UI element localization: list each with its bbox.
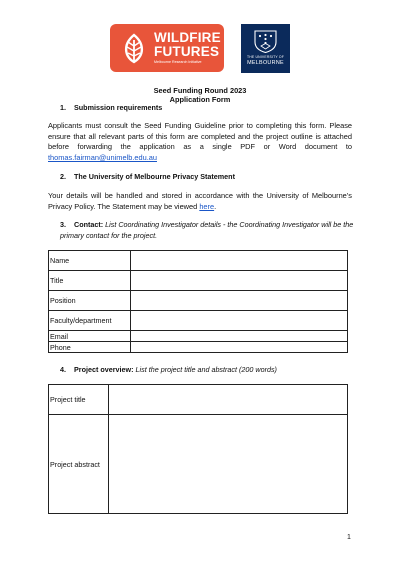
row-label-position: Position [49, 291, 131, 311]
logo-text-university-of: THE UNIVERSITY OF [246, 55, 285, 59]
submission-text: Applicants must consult the Seed Funding Guideline prior to completing this form. Please ensure that all relevant parts of this form are completed and the project outline is attached before forwarding the application as a single PDF or Word document to [48, 121, 352, 152]
wildfire-futures-logo [110, 24, 224, 72]
logo-text-melbourne: MELBOURNE [247, 60, 284, 66]
logo-text-wildfire: WILDFIRE [154, 30, 221, 45]
section-number: 2. [60, 172, 66, 181]
name-field[interactable] [131, 251, 348, 271]
section-title: Project overview: [74, 365, 134, 374]
section-number: 4. [60, 365, 66, 374]
section-note: List the project title and abstract (200 words) [135, 365, 277, 374]
privacy-text: Your details will be handled and stored in accordance with the University of Melbourne’s Privacy Policy. The Statement may be viewed [48, 191, 352, 211]
table-row [49, 331, 348, 342]
section-number: 1. [60, 103, 66, 112]
table-row [49, 251, 348, 271]
row-label-project-title: Project title [49, 385, 109, 415]
table-row [49, 385, 348, 415]
document-title: Seed Funding Round 2023 [153, 86, 247, 95]
table-row [49, 342, 348, 353]
section-title: Submission requirements [74, 103, 163, 112]
section-title: The University of Melbourne Privacy Statement [74, 172, 235, 181]
privacy-text-end: . [214, 201, 217, 211]
row-label-faculty: Faculty/department [49, 311, 131, 331]
table-row [49, 311, 348, 331]
faculty-field[interactable] [131, 311, 348, 331]
logo-text-futures: FUTURES [154, 44, 220, 59]
position-field[interactable] [131, 291, 348, 311]
section-title: Contact: [74, 220, 104, 229]
logo-tagline: Melbourne Research Initiative [154, 60, 202, 64]
crest-icon [253, 29, 278, 53]
privacy-link[interactable]: here [199, 201, 215, 211]
project-table [48, 384, 348, 514]
row-label-project-abstract: Project abstract [49, 415, 109, 514]
section-heading-4 [60, 365, 277, 374]
section-number: 3. [60, 220, 66, 229]
submission-paragraph [48, 121, 352, 163]
title-field[interactable] [131, 271, 348, 291]
table-row [49, 415, 348, 514]
leaf-icon [118, 32, 150, 64]
contact-table [48, 250, 348, 353]
row-label-phone: Phone [49, 342, 131, 353]
project-abstract-field[interactable] [109, 415, 348, 514]
table-row [49, 271, 348, 291]
document-subtitle: Application Form [169, 95, 231, 104]
section-heading-3 [60, 220, 360, 242]
table-row [49, 291, 348, 311]
email-link[interactable]: thomas.fairman@unimelb.edu.au [48, 152, 157, 162]
section-note: List Coordinating Investigator details - the Coordinating Investigator will be the primary contact for the project. [60, 220, 354, 240]
section-heading-1 [60, 103, 162, 112]
project-title-field[interactable] [109, 385, 348, 415]
university-of-melbourne-logo [241, 24, 290, 73]
page-number: 1 [347, 534, 351, 541]
section-heading-2 [60, 172, 235, 181]
row-label-email: Email [49, 331, 131, 342]
row-label-name: Name [49, 251, 131, 271]
phone-field[interactable] [131, 342, 348, 353]
privacy-paragraph [48, 191, 352, 212]
row-label-title: Title [49, 271, 131, 291]
email-field[interactable] [131, 331, 348, 342]
